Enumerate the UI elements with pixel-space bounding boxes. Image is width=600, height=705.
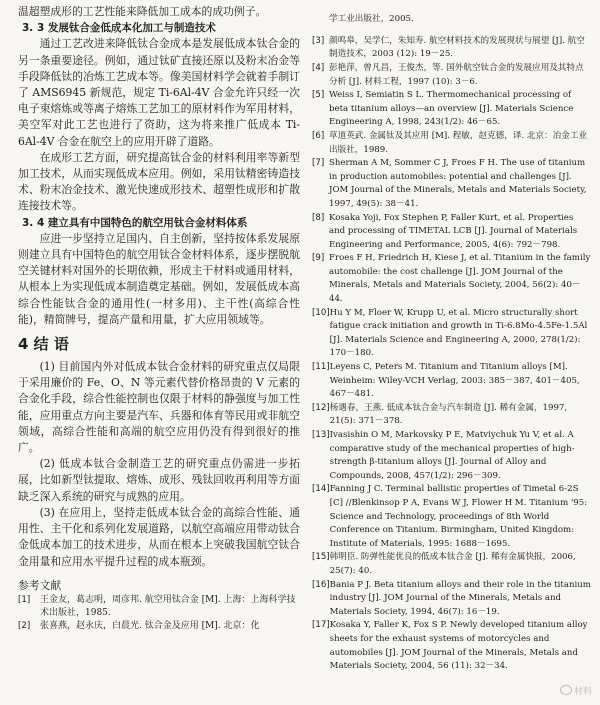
reference-number: [1] [18,594,31,605]
reference-text: Froes F H, Friedrich H, Kiese J, et al. Titanium in the family automobile: the cost challenge [J]. JOM Journal of the Minerals, Metals and Materials Society, 2004, 56(2): 40－44. [329,253,591,305]
reference-number: [13] [312,430,330,440]
conclusion-1: (1) 目前国内外对低成本钛合金材料的研究重点仅局限于采用廉价的 Fe、O、N 等元素代替价格昂贵的 V 元素的合金化手段，综合性能控制也仅限于材料的静强度与加工性能，应用重点方向主要是汽车、兵器和体育等民用或非航空领域，高综合性能和高端的航空应用仍没有得到很好的推广。 [18,360,300,455]
subsection-3-4-title: 3. 4 建立具有中国特色的航空用钛合金材料体系 [22,216,248,229]
reference-text: Bania P J. Beta titanium alloys and their role in the titanium industry [J]. JOM Journal of the Minerals, Metals and Materials Society, 1994, 46(7): 16－19. [329,579,591,617]
reference-continuation: 学工业出版社，2005. [329,13,414,24]
section-4-title: 4 结 语 [18,335,69,354]
reference-number: [6] [312,130,325,141]
reference-item [312,429,592,483]
reference-text: 张喜燕，赵永庆，白晨光. 钛合金及应用 [M]. 北京：化 [40,620,260,631]
reference-number: [9] [312,253,325,264]
reference-item [312,35,592,62]
reference-item [18,594,300,620]
reference-number: [15] [312,552,330,563]
reference-number: [3] [312,35,325,46]
reference-item [312,307,592,361]
paragraph-top: 温超塑成形的工艺性能来降低加工成本的成功例子。 [18,5,267,18]
reference-number: [11] [312,362,330,373]
reference-text: Kosaka Y, Faller K, Fox S P. Newly developed titanium alloy sheets for the exhaust systems of motorcycles and automobiles [J]. JOM Journal of the Minerals, Metals and Materials Society, 2004, 56 (11): 32－34. [329,620,588,672]
watermark-text: 材料 [573,687,592,697]
reference-item [312,157,592,211]
reference-item [312,483,592,551]
reference-item [312,212,592,253]
paragraph-3-3-b: 在成形工艺方面，研究提高钛合金的材料利用率等新型加工技术，从而实现低成本应用。例如，采用钛精密铸造技术、粉末冶金技术、激光快速成形技术、超塑性成形和扩散连接技术等。 [18,150,300,213]
reference-text: Sherman A M, Sommer C J, Froes F H. The use of titanium in production automobiles: potential and challenges [J]. JOM Journal of the Minerals, Metals and Materials Society, 1997, 49(5): 38－41. [329,158,587,209]
reference-text: Fanning J C. Terminal ballistic properties of Timetal 6-2S [C] //Blenkinsop P A, Evans W J, Flower H M. Titanium '95: Science and Technology, proceedings of 8th World Conference on Titanium. Birmingham, United Kingdom: Institute of Materials, 1995: 1688－1695. [329,484,588,549]
reference-number: [14] [312,484,330,495]
reference-item [312,130,592,157]
reference-text: 王金友，葛志明，周彦邦. 航空用钛合金 [M]. 上海：上海科学技术出版社，1985. [40,594,296,618]
conclusion-2: (2) 低成本钛合金制造工艺的研究重点仍需进一步拓展，比如新型钛提取、熔炼、成形、残钛回收再利用等方面缺乏深入系统的研究与成熟的应用。 [18,457,300,503]
reference-number: [16] [312,579,330,590]
left-column [18,4,300,633]
reference-item [312,361,592,402]
reference-number: [10] [312,307,330,318]
reference-item [312,402,592,429]
reference-text: 彭艳萍，曾凡昌，王俊杰，等. 国外航空钛合金的发展应用及其特点分析 [J]. 材料工程，1997 (10): 3－6. [329,62,584,87]
reference-text: 颜鸣皋，吴学仁，朱知寿. 航空材料技术的发展现状与展望 [J]. 航空制造技术，2003 (12): 19－25. [329,35,585,60]
reference-number: [8] [312,212,325,223]
reference-text: Weiss I, Semiatin S L. Thermomechanical processing of beta titanium alloys—an overview [J]. Materials Science Engineering A, 1998, 243(1/2): 46－65. [329,90,574,128]
conclusion-3: (3) 在应用上，坚持走低成本钛合金的高综合性能、通用性、主干化和系列化发展道路，以航空高端应用带动钛合金低成本加工的技术进步，从而在根本上突破我国航空钛合金用量和应用水平提升过程的成本瓶颈。 [18,505,300,568]
reference-number: [12] [312,402,330,413]
reference-item [312,252,592,306]
reference-text: Kosaka Yoji, Fox Stephen P, Faller Kurt, et al. Properties and processing of TIMETAL LCB [J]. Journal of Materials Engineering and Performance, 2005, 4(6): 792－798. [329,212,578,250]
reference-item [312,551,592,578]
reference-number: [7] [312,158,325,169]
reference-text: 草道英武. 金属钛及其应用 [M]. 程敏，赵克德，译. 北京：冶金工业出版社，1989. [329,130,588,155]
reference-text: 韩明臣. 防弹性能优良的低成本钛合金 [J]. 稀有金属快报，2006, 25(7): 40. [329,552,576,576]
reference-text: 杨遇春，王燕. 低成本钛合金与汽车制造 [J]. 稀有金属，1997, 21(5): 371－378. [329,402,568,427]
wechat-icon [560,685,572,695]
reference-number: [2] [18,620,31,631]
reference-number: [5] [312,90,325,101]
watermark [560,684,592,697]
reference-item [312,619,592,673]
paragraph-3-4: 应进一步坚持立足国内、自主创新，坚持按体系发展原则建立具有中国特色的航空用钛合金材料体系，逐步摆脱航空关键材料对国外的长期依赖，形成主干材料或通用材料，从根本上为实现低成本制造奠定基础。例如，发展低成本高综合性能钛合金的通用性(一材多用)、主干性(高综合性能)，精简牌号，提高产量和用量，扩大应用领域等。 [18,231,300,326]
reference-item [312,579,592,620]
right-column [312,4,592,674]
reference-item [18,620,300,633]
reference-number: [4] [312,62,325,73]
reference-text: Leyens C, Peters M. Titanium and Titanium alloys [M]. Weinheim: Wiley-VCH Verlag, 2003: 385－387, 401－405, 467－481. [329,362,580,400]
reference-list [312,35,592,674]
reference-item [312,62,592,89]
paragraph-3-3-a: 通过工艺改进来降低钛合金成本是发展低成本钛合金的另一条重要途径。例如，通过钛矿直接还原以及粉末冶金等手段降低钛的冶炼工艺成本等。像美国材料学会就着手制订了 AMS6945 新规范，规定 Ti-6Al-4V 合金允许只经一次电子束熔炼或等离子熔炼工艺加工的原材料作为军用材料，美空军对此工艺也进行了资助，这为将来推广低成本 Ti-6Al-4V 合金在航空上的应用开辟了道路。 [18,37,300,148]
references-title: 参考文献 [18,578,62,592]
subsection-3-3-title: 3. 3 发展钛合金低成本化加工与制造技术 [22,22,216,35]
reference-item [312,89,592,130]
reference-number: [17] [312,620,330,631]
reference-text: Ivasishin O M, Markovsky P E, Matviychuk Yu V, et al. A comparative study of the mechanical properties of high-strength β-titanium alloys [J]. Journal of Alloy and Compounds, 2008, 457(1/2): 296－309. [329,430,575,481]
reference-text: Hu Y M, Floer W, Krupp U, et al. Micro structurally short fatigue crack initiation and growth in Ti-6.8Mo-4.5Fe-1.5Al [J]. Materials Science and Engineering A, 2000, 278(1/2): 170－180. [329,307,588,359]
